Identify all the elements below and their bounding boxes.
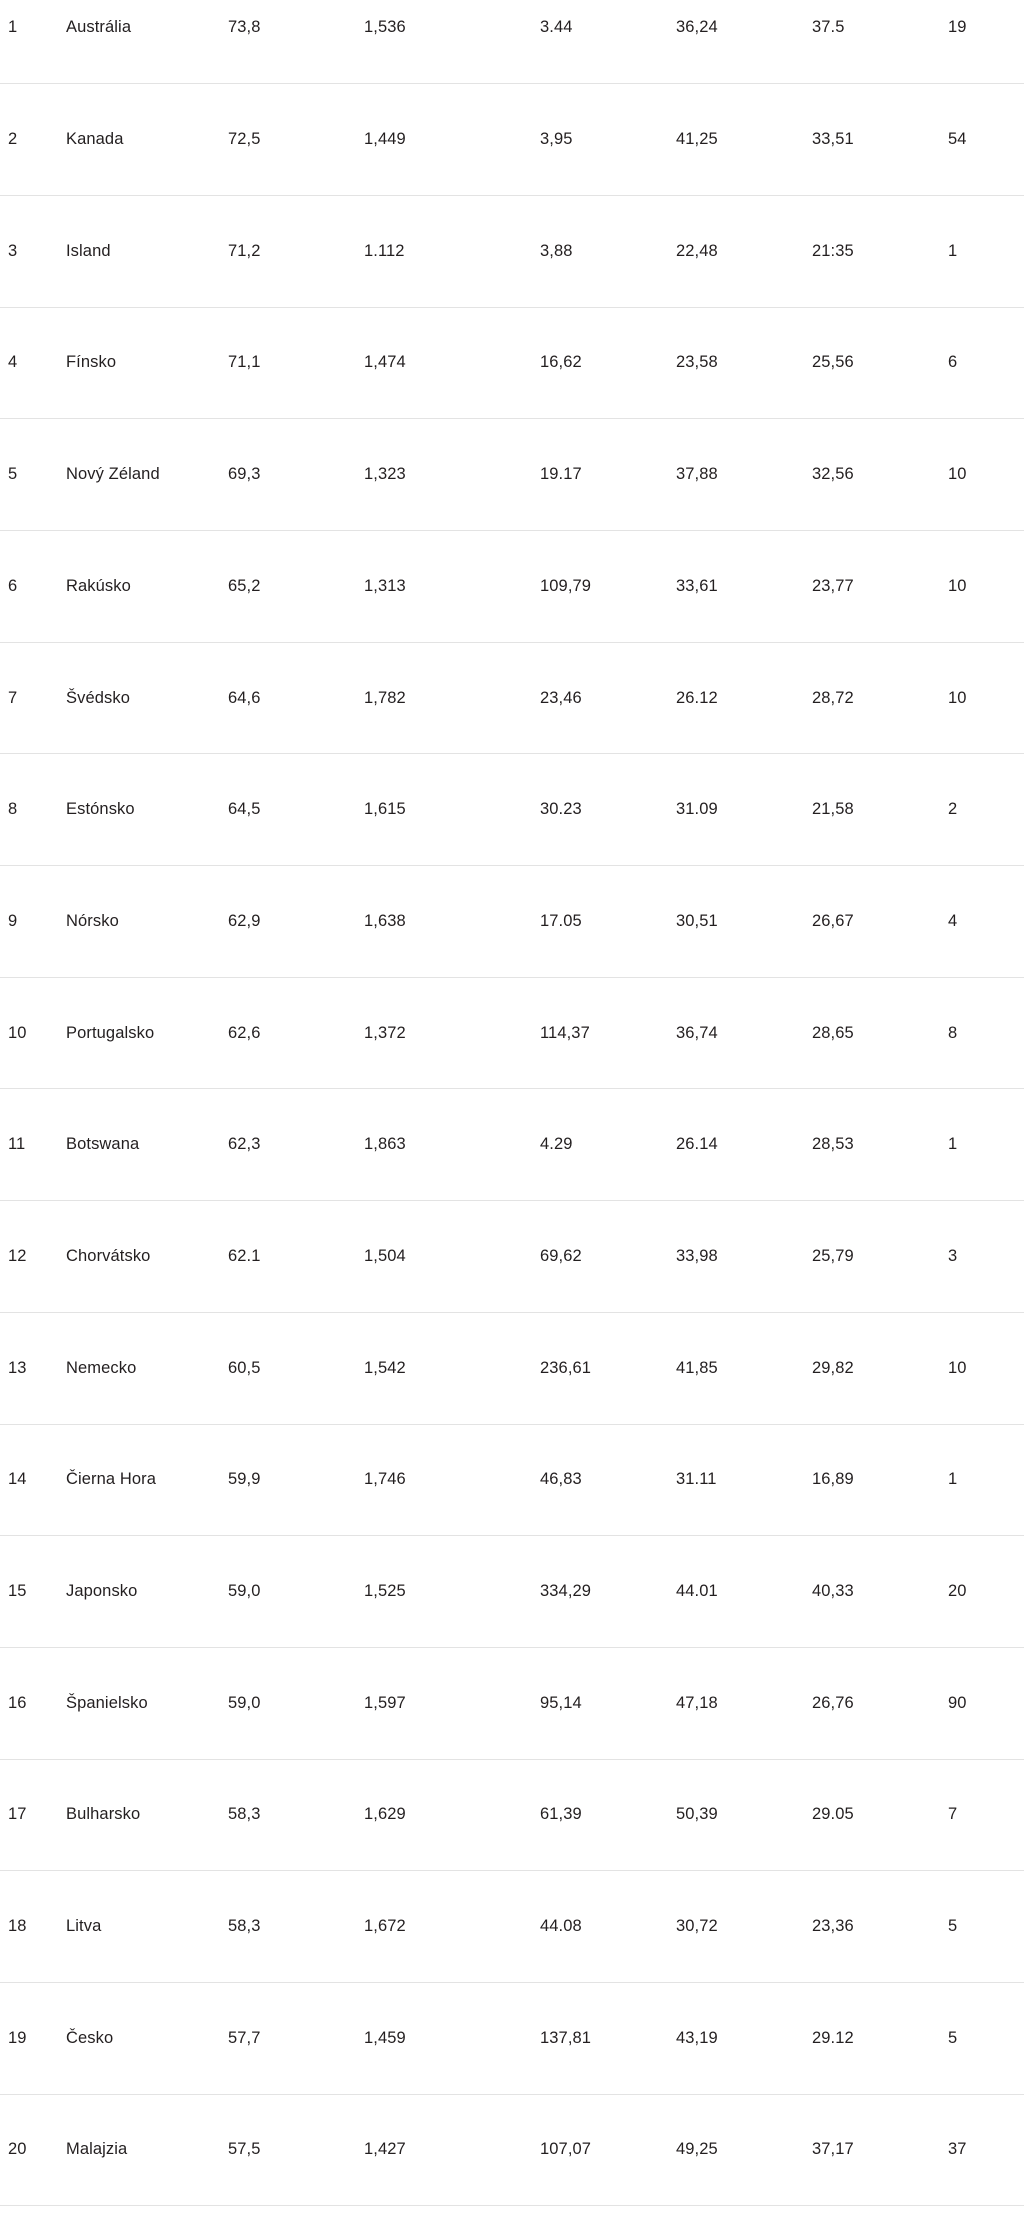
cell-value2: 1,427: [364, 2140, 406, 2159]
cell-value3: 23,46: [540, 688, 582, 707]
cell-value1: 57,5: [228, 2140, 261, 2159]
cell-rank: 2: [8, 130, 18, 149]
cell-value4: 30,72: [676, 1917, 718, 1936]
cell-value3: 4.29: [540, 1135, 573, 1154]
cell-country: Portugalsko: [66, 1023, 155, 1042]
cell-value1: 62,9: [228, 911, 261, 930]
cell-value1: 72,5: [228, 130, 261, 149]
row-divider-cell: [0, 838, 1024, 894]
cell-country: Česko: [66, 2028, 114, 2047]
cell-value5: 29.12: [812, 2028, 854, 2047]
cell-value1: 58,3: [228, 1917, 261, 1936]
cell-value2: 1,629: [364, 1805, 406, 1824]
divider-line: [0, 1535, 1024, 1536]
divider-line: [0, 195, 1024, 196]
cell-value3: 46,83: [540, 1470, 582, 1489]
cell-value3: 3,88: [540, 241, 573, 260]
cell-value2: 1,863: [364, 1135, 406, 1154]
cell-value5: 40,33: [812, 1582, 854, 1601]
cell-value2: 1,474: [364, 353, 406, 372]
cell-value5: 16,89: [812, 1470, 854, 1489]
cell-value4: 49,25: [676, 2140, 718, 2159]
cell-value4: 36,74: [676, 1023, 718, 1042]
cell-value4: 26.12: [676, 688, 718, 707]
cell-value4: 36,24: [676, 18, 718, 37]
table-row: [0, 782, 1024, 838]
cell-country: Japonsko: [66, 1582, 138, 1601]
cell-value3: 3,95: [540, 130, 573, 149]
row-divider-cell: [0, 1396, 1024, 1452]
table-row: [0, 2010, 1024, 2066]
cell-value6: 3: [948, 1246, 958, 1265]
row-divider-cell: [0, 1284, 1024, 1340]
row-divider-cell: [0, 1955, 1024, 2011]
cell-value5: 33,51: [812, 130, 854, 149]
cell-value5: 37.5: [812, 18, 845, 37]
cell-value3: 334,29: [540, 1582, 592, 1601]
cell-value4: 50,39: [676, 1805, 718, 1824]
divider-line: [0, 418, 1024, 419]
cell-value4: 37,88: [676, 465, 718, 484]
cell-value4: 44.01: [676, 1582, 718, 1601]
cell-value6: 1: [948, 1470, 958, 1489]
table-row: [0, 670, 1024, 726]
row-divider: [0, 1731, 1024, 1787]
cell-value5: 37,17: [812, 2140, 854, 2159]
cell-rank: 15: [8, 1582, 27, 1601]
cell-country: Estónsko: [66, 800, 135, 819]
row-divider-cell: [0, 949, 1024, 1005]
cell-value3: 44.08: [540, 1917, 582, 1936]
cell-rank: 3: [8, 241, 18, 260]
cell-rank: 12: [8, 1246, 27, 1265]
cell-value6: 6: [948, 353, 958, 372]
cell-value4: 33,61: [676, 576, 718, 595]
table-row: [0, 1117, 1024, 1173]
cell-country: Fínsko: [66, 353, 117, 372]
cell-value5: 28,65: [812, 1023, 854, 1042]
cell-value2: 1,746: [364, 1470, 406, 1489]
table-row: [0, 0, 1024, 56]
divider-line: [0, 1870, 1024, 1871]
divider-line: [0, 1759, 1024, 1760]
cell-value4: 41,25: [676, 130, 718, 149]
cell-country: Litva: [66, 1917, 102, 1936]
cell-value1: 71,2: [228, 241, 261, 260]
cell-value6: 10: [948, 1358, 967, 1377]
row-divider: [0, 1284, 1024, 1340]
cell-value1: 64,5: [228, 800, 261, 819]
cell-value5: 26,67: [812, 911, 854, 930]
table-row: [0, 2122, 1024, 2178]
row-divider-cell: [0, 1843, 1024, 1899]
cell-value1: 62.1: [228, 1246, 261, 1265]
cell-value1: 59,0: [228, 1582, 261, 1601]
row-divider: [0, 1396, 1024, 1452]
cell-country: Botswana: [66, 1135, 140, 1154]
divider-line: [0, 83, 1024, 84]
cell-value6: 5: [948, 2028, 958, 2047]
cell-value5: 21:35: [812, 241, 854, 260]
row-divider-cell: [0, 168, 1024, 224]
cell-value2: 1,449: [364, 130, 406, 149]
cell-value1: 69,3: [228, 465, 261, 484]
row-divider-cell: [0, 1061, 1024, 1117]
divider-line: [0, 1424, 1024, 1425]
cell-value6: 10: [948, 465, 967, 484]
cell-value4: 43,19: [676, 2028, 718, 2047]
row-divider-cell: [0, 614, 1024, 670]
cell-value3: 19.17: [540, 465, 582, 484]
cell-value6: 5: [948, 1917, 958, 1936]
cell-value1: 57,7: [228, 2028, 261, 2047]
cell-value4: 30,51: [676, 911, 718, 930]
row-divider-cell: [0, 726, 1024, 782]
cell-value4: 22,48: [676, 241, 718, 260]
cell-value5: 25,79: [812, 1246, 854, 1265]
cell-value2: 1,313: [364, 576, 406, 595]
cell-value4: 31.11: [676, 1470, 717, 1489]
cell-country: Kanada: [66, 130, 124, 149]
cell-value3: 69,62: [540, 1246, 582, 1265]
divider-line: [0, 642, 1024, 643]
row-divider: [0, 1619, 1024, 1675]
cell-value6: 1: [948, 241, 958, 260]
table-row: [0, 1675, 1024, 1731]
cell-value1: 62,3: [228, 1135, 261, 1154]
row-divider-cell: [0, 391, 1024, 447]
divider-line: [0, 977, 1024, 978]
table-row: [0, 223, 1024, 279]
row-divider-cell: [0, 1508, 1024, 1564]
cell-value3: 95,14: [540, 1693, 582, 1712]
cell-value3: 30.23: [540, 800, 582, 819]
table-row: [0, 112, 1024, 168]
row-divider: [0, 56, 1024, 112]
table-row: [0, 1229, 1024, 1285]
divider-line: [0, 865, 1024, 866]
cell-value2: 1,597: [364, 1693, 406, 1712]
cell-rank: 5: [8, 465, 18, 484]
cell-value5: 26,76: [812, 1693, 854, 1712]
cell-value2: 1,525: [364, 1582, 406, 1601]
row-divider: [0, 1061, 1024, 1117]
cell-value5: 28,72: [812, 688, 854, 707]
cell-value4: 41,85: [676, 1358, 718, 1377]
row-divider: [0, 279, 1024, 335]
cell-value1: 58,3: [228, 1805, 261, 1824]
cell-country: Island: [66, 241, 111, 260]
table-row: [0, 1564, 1024, 1620]
table-row: [0, 1452, 1024, 1508]
cell-value6: 54: [948, 130, 967, 149]
cell-country: Španielsko: [66, 1693, 148, 1712]
cell-value1: 64,6: [228, 688, 261, 707]
cell-value2: 1,615: [364, 800, 406, 819]
row-divider-cell: [0, 2178, 1024, 2234]
cell-rank: 10: [8, 1023, 27, 1042]
cell-value5: 25,56: [812, 353, 854, 372]
divider-line: [0, 530, 1024, 531]
cell-country: Švédsko: [66, 688, 130, 707]
row-divider: [0, 1508, 1024, 1564]
cell-value6: 19: [948, 18, 967, 37]
table-row: [0, 1005, 1024, 1061]
table-row: [0, 1340, 1024, 1396]
cell-value3: 61,39: [540, 1805, 582, 1824]
cell-value1: 71,1: [228, 353, 261, 372]
divider-line: [0, 2094, 1024, 2095]
cell-country: Čierna Hora: [66, 1470, 157, 1489]
cell-value5: 29.05: [812, 1805, 854, 1824]
row-divider: [0, 391, 1024, 447]
cell-country: Bulharsko: [66, 1805, 141, 1824]
divider-line: [0, 307, 1024, 308]
divider-line: [0, 1088, 1024, 1089]
cell-value5: 23,36: [812, 1917, 854, 1936]
cell-rank: 7: [8, 688, 18, 707]
row-divider-cell: [0, 503, 1024, 559]
cell-rank: 18: [8, 1917, 27, 1936]
cell-value6: 4: [948, 911, 958, 930]
cell-value4: 47,18: [676, 1693, 718, 1712]
cell-value4: 26.14: [676, 1135, 718, 1154]
row-divider: [0, 2178, 1024, 2234]
cell-value3: 3.44: [540, 18, 573, 37]
table-row: [0, 335, 1024, 391]
cell-value2: 1,672: [364, 1917, 406, 1936]
cell-rank: 16: [8, 1693, 27, 1712]
table-row: [0, 894, 1024, 950]
cell-rank: 13: [8, 1358, 27, 1377]
row-divider: [0, 2066, 1024, 2122]
divider-line: [0, 1200, 1024, 1201]
table-row: [0, 1899, 1024, 1955]
cell-value5: 23,77: [812, 576, 854, 595]
row-divider: [0, 838, 1024, 894]
cell-value2: 1,323: [364, 465, 406, 484]
cell-value6: 8: [948, 1023, 958, 1042]
cell-value2: 1,542: [364, 1358, 406, 1377]
cell-value6: 90: [948, 1693, 967, 1712]
row-divider: [0, 168, 1024, 224]
row-divider: [0, 1843, 1024, 1899]
cell-value1: 65,2: [228, 576, 261, 595]
cell-rank: 20: [8, 2140, 27, 2159]
cell-value3: 236,61: [540, 1358, 592, 1377]
cell-rank: 9: [8, 911, 18, 930]
cell-value2: 1,459: [364, 2028, 406, 2047]
cell-value6: 7: [948, 1805, 958, 1824]
row-divider: [0, 949, 1024, 1005]
cell-country: Nový Zéland: [66, 465, 160, 484]
cell-value5: 28,53: [812, 1135, 854, 1154]
row-divider-cell: [0, 1619, 1024, 1675]
cell-value1: 62,6: [228, 1023, 261, 1042]
table-row: [0, 1787, 1024, 1843]
cell-value1: 73,8: [228, 18, 261, 37]
cell-value6: 37: [948, 2140, 967, 2159]
cell-value3: 109,79: [540, 576, 592, 595]
cell-rank: 8: [8, 800, 18, 819]
cell-country: Malajzia: [66, 2140, 128, 2159]
row-divider: [0, 614, 1024, 670]
cell-rank: 14: [8, 1470, 27, 1489]
cell-rank: 6: [8, 576, 18, 595]
cell-value3: 107,07: [540, 2140, 592, 2159]
cell-value3: 16,62: [540, 353, 582, 372]
cell-value6: 2: [948, 800, 958, 819]
cell-rank: 17: [8, 1805, 27, 1824]
row-divider: [0, 1173, 1024, 1229]
cell-country: Nórsko: [66, 911, 119, 930]
cell-rank: 19: [8, 2028, 27, 2047]
row-divider-cell: [0, 2066, 1024, 2122]
row-divider: [0, 503, 1024, 559]
cell-value5: 32,56: [812, 465, 854, 484]
row-divider-cell: [0, 56, 1024, 112]
row-divider: [0, 726, 1024, 782]
row-divider-cell: [0, 1173, 1024, 1229]
cell-value3: 137,81: [540, 2028, 592, 2047]
cell-value5: 21,58: [812, 800, 854, 819]
cell-value2: 1.112: [364, 241, 405, 260]
cell-country: Chorvátsko: [66, 1246, 151, 1265]
divider-line: [0, 753, 1024, 754]
cell-rank: 11: [8, 1135, 26, 1154]
cell-value1: 59,0: [228, 1693, 261, 1712]
cell-value2: 1,536: [364, 18, 406, 37]
cell-value2: 1,638: [364, 911, 406, 930]
table-row: [0, 558, 1024, 614]
row-divider-cell: [0, 279, 1024, 335]
divider-line: [0, 2205, 1024, 2206]
cell-value3: 17.05: [540, 911, 582, 930]
cell-value2: 1,372: [364, 1023, 406, 1042]
cell-value6: 10: [948, 576, 967, 595]
cell-value1: 60,5: [228, 1358, 261, 1377]
divider-line: [0, 1312, 1024, 1313]
cell-value6: 20: [948, 1582, 967, 1601]
cell-value5: 29,82: [812, 1358, 854, 1377]
cell-country: Nemecko: [66, 1358, 137, 1377]
cell-value1: 59,9: [228, 1470, 261, 1489]
cell-rank: 1: [8, 18, 18, 37]
cell-value3: 114,37: [540, 1023, 590, 1042]
cell-value4: 23,58: [676, 353, 718, 372]
row-divider: [0, 1955, 1024, 2011]
cell-country: Rakúsko: [66, 576, 131, 595]
cell-rank: 4: [8, 353, 18, 372]
cell-value6: 1: [948, 1135, 958, 1154]
cell-value4: 31.09: [676, 800, 718, 819]
cell-value2: 1,782: [364, 688, 406, 707]
divider-line: [0, 1982, 1024, 1983]
cell-country: Austrália: [66, 18, 132, 37]
cell-value4: 33,98: [676, 1246, 718, 1265]
divider-line: [0, 1647, 1024, 1648]
row-divider-cell: [0, 1731, 1024, 1787]
cell-value6: 10: [948, 688, 967, 707]
table-row: [0, 447, 1024, 503]
cell-value2: 1,504: [364, 1246, 406, 1265]
